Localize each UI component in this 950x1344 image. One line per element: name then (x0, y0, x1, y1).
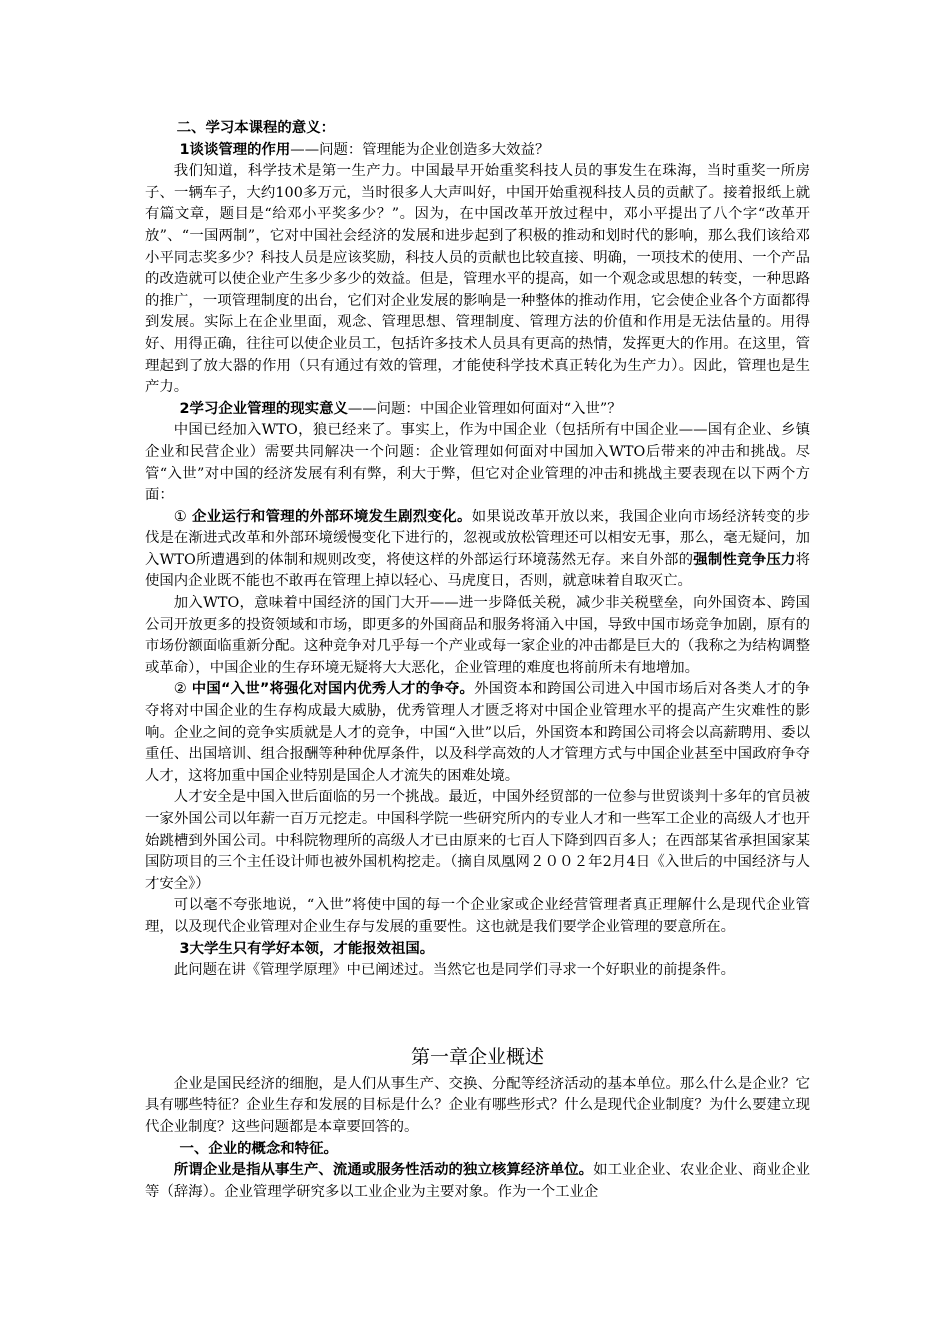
item2-title: 2学习企业管理的现实意义 (179, 400, 348, 417)
item2-heading (145, 399, 810, 421)
wto-paragraph: 加入WTO，意味着中国经济的国门大开——进一步降低关税，减少非关税壁垒，向外国资本、跨国公司开放更多的投资领域和市场，即更多的外国商品和服务将涌入中国，导致中国市场竞争加剧，原有的市场份额面临重新分配。这种竞争对几乎每一个产业或每一家企业的冲击都是巨大的（我称之为结构调整或革命），中国企业的生存环境无疑将大大恶化，企业管理的难度也将前所未有地增加。 (145, 595, 810, 676)
chapter-title: 第一章企业概述 (410, 1045, 544, 1068)
item2-question: ——问题：中国企业管理如何面对“入世”？ (347, 400, 622, 417)
section-title: 二、学习本课程的意义： (176, 120, 335, 136)
item1-body: 我们知道，科学技术是第一生产力。中国最早开始重奖科技人员的事发生在珠海，当时重奖一所房子、一辆车子，大约100多万元，当时很多人大声叫好，中国开始重视科技人员的贡献了。接着报纸上就有篇文章，题目是“给邓小平奖多少？”。因为，在中国改革开放过程中，邓小平提出了八个字“改革开放”、“一国两制”，它对中国社会经济的发展和进步起到了积极的推动和划时代的影响，那么我们该给邓小平同志奖多少？科技人员是应该奖励，科技人员的贡献也比较直接、明确，一项技术的使用、一个产品的改造就可以使企业产生多少多少的效益。但是，管理水平的提高，如一个观念或思想的转变，一种思路的推广，一项管理制度的出台，它们对企业发展的影响是一种整体的推动作用，它会使企业各个方面都得到发展。实际上在企业里面，观念、管理思想、管理制度、管理方法的价值和作用是无法估量的。用得好、用得正确，往往可以使企业员工，包括许多技术人员具有更高的热情，发挥更大的作用。在这里，管理起到了放大器的作用（只有通过有效的管理，才能使科学技术真正转化为生产力）。因此，管理也是生产力。 (145, 163, 810, 396)
point1-text2: 将使国内企业既不能也不敢再在管理上掉以轻心、马虎度日，否则，就意味着自取灭亡。 (145, 551, 810, 590)
chapter-section-title: 一、企业的概念和特征。 (179, 1140, 338, 1157)
point2-number: ② (173, 681, 187, 698)
point1-text: 如果说改革开放以来，我国企业向市场经济转变的步伐是在渐进式改革和外部环境缓慢变化下进行的，忽视或放松管理还可以相安无事，那么，毫无疑问，加入WTO所遭遇到的体制和规则改变，将使这样的外部运行环境荡然无存。来自外部的 (145, 508, 810, 568)
point2-bold: 中国“入世”将强化对国内优秀人才的争夺。 (191, 681, 475, 698)
point1-bold2: 强制性竞争压力 (693, 551, 796, 568)
definition-bold: 所谓企业是指从事生产、流通或服务性活动的独立核算经济单位。 (173, 1162, 594, 1179)
chapter-intro: 企业是国民经济的细胞，是人们从事生产、交换、分配等经济活动的基本单位。那么什么是企业？它具有哪些特征？企业生存和发展的目标是什么？企业有哪些形式？什么是现代企业制度？为什么要建立现代企业制度？这些问题都是本章要回答的。 (145, 1075, 810, 1135)
point2-text: 外国资本和跨国公司进入中国市场后对各类人才的争夺将对中国企业的生存构成最大威胁，优秀管理人才匮乏将对中国企业管理水平的提高产生灾难性的影响。企业之间的竞争实质就是人才的竞争，中国“入世”以后，外国资本和跨国公司将会以高薪聘用、委以重任、出国培训、组合报酬等种种优厚条件，以及科学高效的人才管理方式与中国企业甚至中国政府争夺人才，这将加重中国企业特别是国企人才流失的困难处境。 (145, 681, 810, 784)
point1-bold: 企业运行和管理的外部环境发生剧烈变化。 (191, 508, 472, 525)
point1-number: ① (173, 508, 188, 525)
item2-intro: 中国已经加入WTO，狼已经来了。事实上，作为中国企业（包括所有中国企业——国有企业、乡镇企业和民营企业）需要共同解决一个问题：企业管理如何面对中国加入WTO后带来的冲击和挑战。尽管“入世”对中国的经济发展有利有弊，利大于弊，但它对企业管理的冲击和挑战主要表现在以下两个方面： (145, 422, 810, 504)
item1-heading (145, 140, 810, 162)
item3-body: 此问题在讲《管理学原理》中已阐述过。当然它也是同学们寻求一个好职业的前提条件。 (173, 962, 736, 979)
point2-paragraph (145, 679, 810, 787)
talent-paragraph: 人才安全是中国入世后面临的另一个挑战。最近，中国外经贸部的一位参与世贸谈判十多年的官员被一家外国公司以年薪一百万元挖走。中国科学院一些研究所内的专业人才和一些军工企业的高级人才也开始跳槽到外国公司。中科院物理所的高级人才已由原来的七百人下降到四百多人；在西部某省承担国家某国防项目的三个主任设计师也被外国机构挖走。（摘自凤凰网２００２年2月4日《入世后的中国经济与人才安全》） (145, 789, 810, 892)
definition-paragraph (145, 1160, 810, 1203)
conclusion-paragraph: 可以毫不夸张地说，“入世”将使中国的每一个企业家或企业经营管理者真正理解什么是现代企业管理，以及现代企业管理对企业生存与发展的重要性。这也就是我们要学企业管理的要意所在。 (145, 897, 810, 935)
point1-paragraph (145, 507, 810, 593)
document-body (145, 118, 810, 1203)
item1-title: 1谈谈管理的作用 (179, 141, 291, 158)
spacer (145, 982, 810, 1038)
item3-title: 3大学生只有学好本领，才能报效祖国。 (179, 940, 435, 957)
item1-question: ——问题：管理能为企业创造多大效益？ (290, 141, 550, 158)
definition-text: 如工业企业、农业企业、商业企业等（辞海）。企业管理学研究多以工业企业为主要对象。作为一个工业企 (145, 1162, 810, 1200)
